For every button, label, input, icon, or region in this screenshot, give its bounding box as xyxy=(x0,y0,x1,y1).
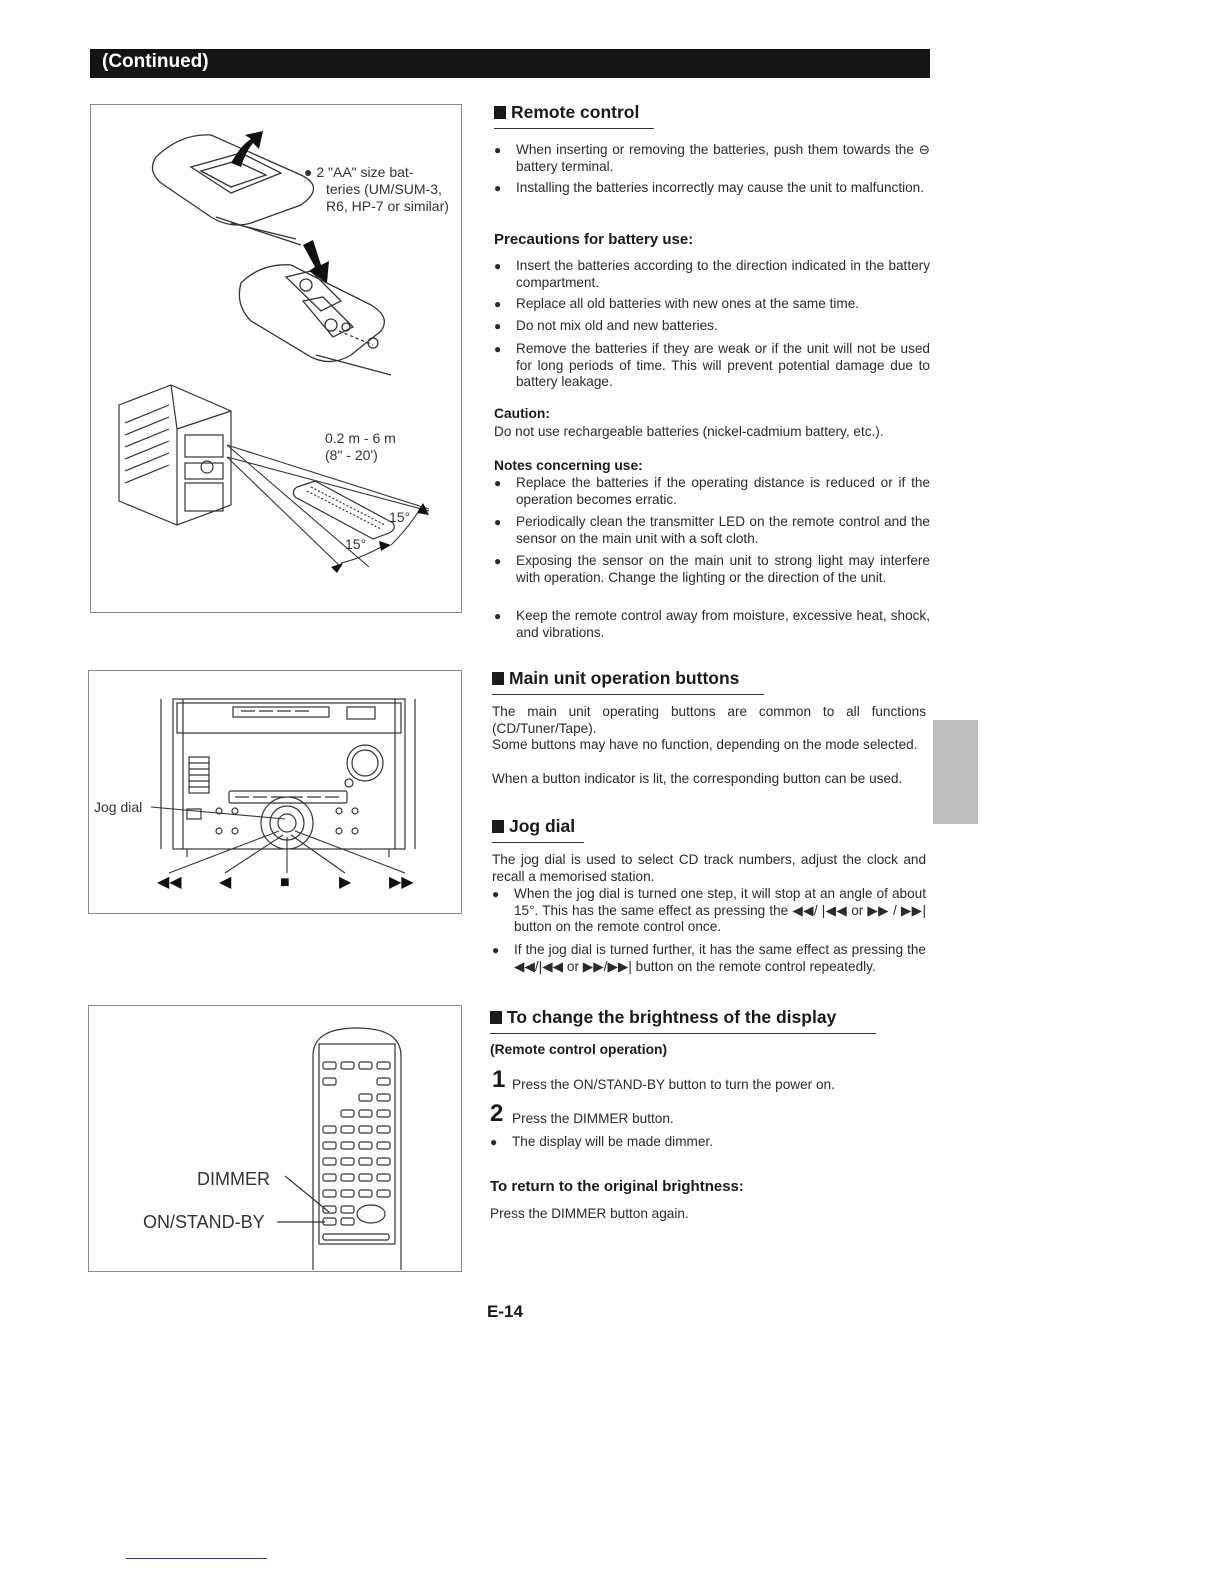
precaution-3: ● Do not mix old and new batteries. xyxy=(494,318,930,335)
note-2: ● Periodically clean the transmitter LED on the remote control and the sensor on the main unit with a soft cloth. xyxy=(494,514,930,547)
page-number: E-14 xyxy=(487,1302,523,1321)
play-icon: ▶ xyxy=(339,874,352,891)
note-3: ● Exposing the sensor on the main unit to strong light may interfere with operation. Change the lighting or the direction of the unit. xyxy=(494,553,930,586)
caution-heading: Caution: xyxy=(494,406,550,421)
brightness-subheading: (Remote control operation) xyxy=(490,1042,668,1057)
note-1: ● Replace the batteries if the operating distance is reduced or if the operation becomes erratic. xyxy=(494,475,930,508)
square-bullet-icon xyxy=(492,820,504,833)
step-2-note: ● The display will be made dimmer. xyxy=(490,1134,912,1151)
return-text: Press the DIMMER button again. xyxy=(490,1206,689,1221)
distance-m-label: 0.2 m - 6 m xyxy=(325,430,396,446)
precautions-heading: Precautions for battery use: xyxy=(494,231,694,248)
jog-dial-bullet-2: ● If the jog dial is turned further, it has the same effect as pressing the ◀◀/|◀◀ or ▶▶/▶▶| button on the remote control repeatedly. xyxy=(492,942,926,975)
remote-control-heading: Remote control xyxy=(494,102,654,129)
precaution-1: ● Insert the batteries according to the direction indicated in the battery compartment. xyxy=(494,258,930,291)
main-unit-para-3: When a button indicator is lit, the corresponding button can be used. xyxy=(492,771,903,786)
precaution-2: ● Replace all old batteries with new ones at the same time. xyxy=(494,296,930,313)
remote-bullet-1: ● When inserting or removing the batteries, push them towards the ⊖ battery terminal. xyxy=(494,142,930,175)
banner-title: (Continued) xyxy=(102,51,209,72)
battery-size-note: ● 2 "AA" size bat- teries (UM/SUM-3, R6, HP-7 or similar) xyxy=(304,164,449,214)
onstandby-label: ON/STAND-BY xyxy=(143,1212,265,1232)
step-1-text: Press the ON/STAND-BY button to turn the power on. xyxy=(512,1077,835,1092)
main-unit-illustration xyxy=(89,671,461,913)
brightness-heading: To change the brightness of the display xyxy=(490,1007,876,1034)
reverse-icon: ◀ xyxy=(219,874,232,891)
footer-rule xyxy=(126,1558,267,1559)
stop-icon: ■ xyxy=(280,874,290,891)
square-bullet-icon xyxy=(490,1011,502,1024)
square-bullet-icon xyxy=(492,672,504,685)
angle-label-right: 15° xyxy=(389,509,411,525)
angle-label-left: 15° xyxy=(345,536,367,552)
main-unit-para-2: Some buttons may have no function, depending on the mode selected. xyxy=(492,737,918,752)
note-4: ● Keep the remote control away from moisture, excessive heat, shock, and vibrations. xyxy=(494,608,930,641)
main-unit-para-1: The main unit operating buttons are common to all functions (CD/Tuner/Tape). xyxy=(492,704,926,736)
remote-bullet-2: ● Installing the batteries incorrectly may cause the unit to malfunction. xyxy=(494,180,930,197)
jog-dial-label: Jog dial xyxy=(94,799,143,815)
main-unit-heading: Main unit operation buttons xyxy=(492,668,764,695)
step-2-number: 2 xyxy=(490,1100,504,1127)
remote-battery-illustration xyxy=(91,105,461,612)
dimmer-label: DIMMER xyxy=(197,1169,270,1189)
return-heading: To return to the original brightness: xyxy=(490,1178,744,1195)
section-side-tab xyxy=(933,720,978,824)
step-2-text: Press the DIMMER button. xyxy=(512,1111,674,1126)
continued-banner xyxy=(90,49,930,78)
figure-remote-range xyxy=(90,104,462,613)
square-bullet-icon xyxy=(494,106,506,119)
fast-forward-icon: ▶▶ xyxy=(389,874,414,891)
step-1-number: 1 xyxy=(492,1066,506,1093)
jog-dial-intro: The jog dial is used to select CD track numbers, adjust the clock and recall a memorised station. xyxy=(492,852,926,884)
remote-control-illustration xyxy=(89,1006,461,1271)
jog-dial-bullet-1: ● When the jog dial is turned one step, it will stop at an angle of about 15°. This has the same effect as pressing the ◀◀/ |◀◀ or ▶▶ / ▶▶| button on the remote control once. xyxy=(492,886,926,936)
caution-text: Do not use rechargeable batteries (nickel-cadmium battery, etc.). xyxy=(494,424,884,439)
precaution-4: ● Remove the batteries if they are weak or if the unit will not be used for long periods of time. This will prevent potential damage due to battery leakage. xyxy=(494,341,930,391)
figure-remote-dimmer xyxy=(88,1005,462,1272)
notes-heading: Notes concerning use: xyxy=(494,458,643,473)
figure-main-unit xyxy=(88,670,462,914)
jog-dial-heading: Jog dial xyxy=(492,816,584,843)
rewind-icon: ◀◀ xyxy=(157,874,182,891)
distance-in-label: (8" - 20') xyxy=(325,447,378,463)
